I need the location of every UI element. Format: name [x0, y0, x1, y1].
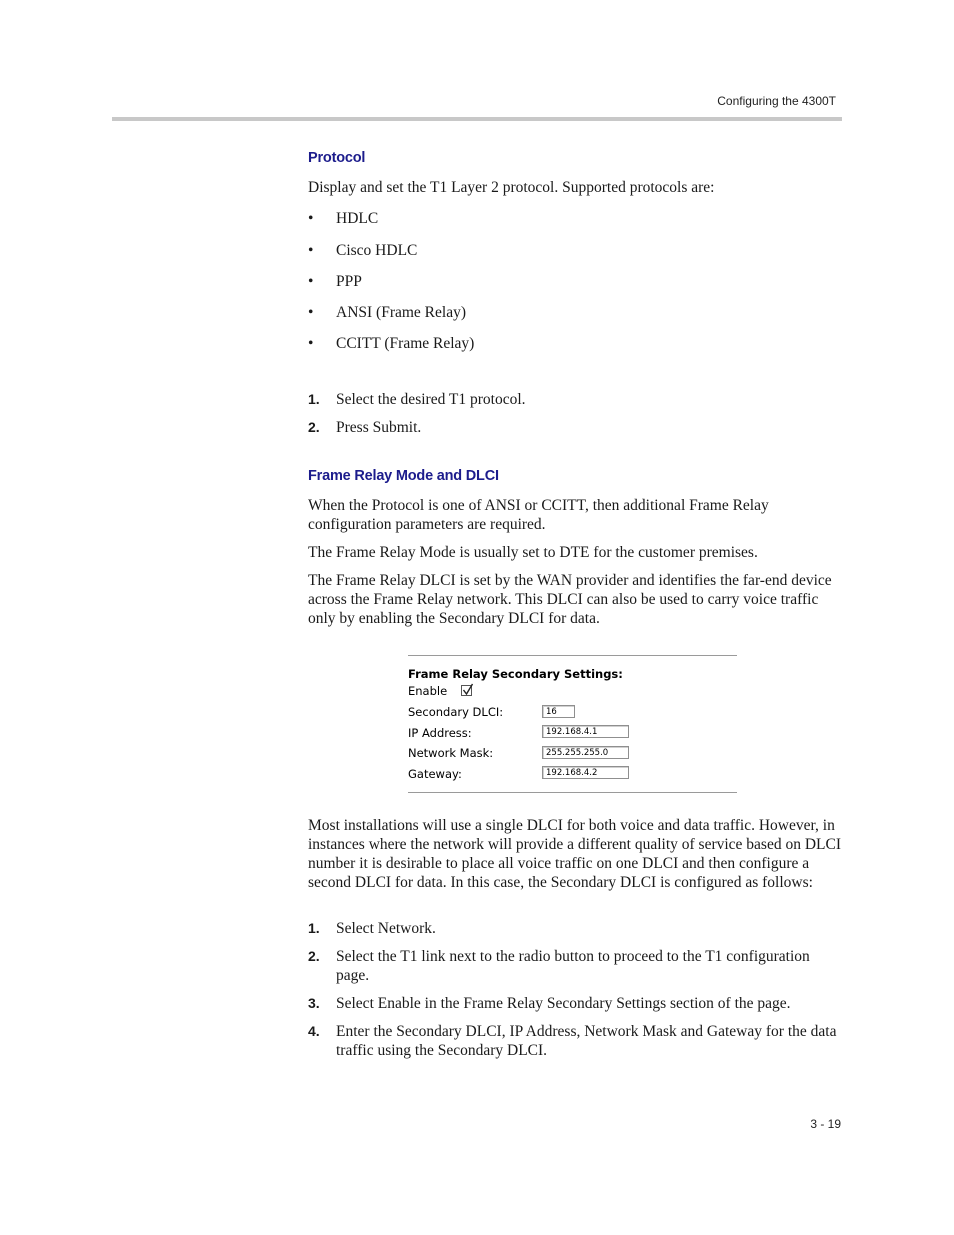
enable-label: Enable [408, 684, 448, 698]
running-header: Configuring the 4300T [717, 94, 836, 108]
bullet-icon: • [308, 335, 314, 352]
dlci-step: 2. Select the T1 link next to the radio button to proceed to the T1 configuration page. [308, 948, 810, 984]
frame-relay-secondary-settings-figure [408, 655, 737, 793]
protocol-heading: Protocol [308, 150, 366, 166]
frame-relay-para-4: Most installations will use a single DLCI for both voice and data traffic. However, in instances where the network will provide a different quality of service based on DLCI number it is desirable to place all voice traffic on one DLCI and then configure a second DLCI for data. In this case, the Secondary DLCI is configured as follows: [308, 817, 842, 891]
header-rule [112, 117, 842, 121]
protocol-step: 1. Select the desired T1 protocol. [308, 391, 526, 408]
page-number: 3 - 19 [810, 1117, 841, 1131]
secondary-dlci-label: Secondary DLCI: [408, 705, 504, 719]
protocol-step: 2. Press Submit. [308, 419, 422, 436]
figure-bottom-rule [408, 792, 737, 793]
bullet-icon: • [308, 210, 314, 227]
frame-relay-para-2: The Frame Relay Mode is usually set to DTE for the customer premises. [308, 544, 758, 561]
settings-title: Frame Relay Secondary Settings: [408, 667, 623, 681]
enable-checkbox[interactable] [461, 685, 472, 696]
frame-relay-para-3: The Frame Relay DLCI is set by the WAN provider and identifies the far-end device across the Frame Relay network. This DLCI can also be used to carry voice traffic only by enabling the Secondary DLCI for data. [308, 572, 832, 627]
bullet-icon: • [308, 242, 314, 259]
ip-address-input[interactable]: 192.168.4.1 [542, 725, 629, 738]
network-mask-input[interactable]: 255.255.255.0 [542, 746, 629, 759]
frame-relay-heading: Frame Relay Mode and DLCI [308, 468, 499, 484]
secondary-dlci-input[interactable]: 16 [542, 705, 575, 718]
gateway-label: Gateway: [408, 767, 462, 781]
bullet-icon: • [308, 304, 314, 321]
gateway-input[interactable]: 192.168.4.2 [542, 766, 629, 779]
dlci-step: 1. Select Network. [308, 920, 436, 937]
checkmark-icon [462, 683, 474, 696]
bullet-icon: • [308, 273, 314, 290]
ip-address-label: IP Address: [408, 726, 472, 740]
frame-relay-para-1: When the Protocol is one of ANSI or CCITT, then additional Frame Relay configuration parameters are required. [308, 497, 769, 533]
network-mask-label: Network Mask: [408, 746, 494, 760]
protocol-intro: Display and set the T1 Layer 2 protocol. Supported protocols are: [308, 179, 715, 196]
dlci-step: 3. Select Enable in the Frame Relay Secondary Settings section of the page. [308, 995, 791, 1012]
dlci-step: 4. Enter the Secondary DLCI, IP Address, Network Mask and Gateway for the data traffic using the Secondary DLCI. [308, 1023, 837, 1059]
figure-top-rule [408, 655, 737, 656]
